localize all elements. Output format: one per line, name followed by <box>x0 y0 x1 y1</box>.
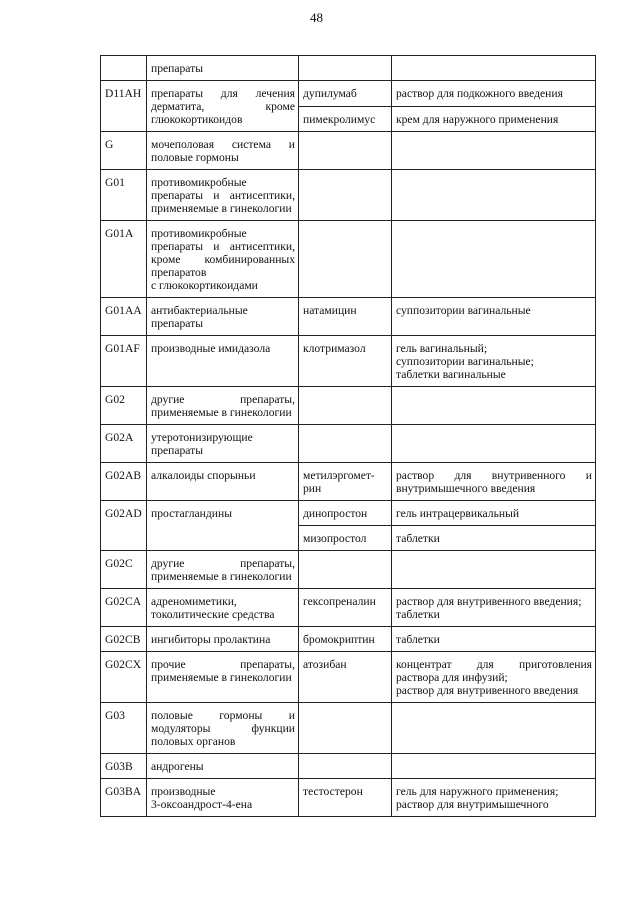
atc-code-cell: G02 <box>101 387 147 425</box>
atc-code-cell: G02C <box>101 551 147 589</box>
dosage-form-cell: гель для наружного применения; раствор для внутримышечного <box>392 779 596 817</box>
anatomical-therapeutic-group-cell: прочие препараты, применяемые в гинекологии <box>147 652 299 703</box>
dosage-form-cell: раствор для внутривенного и внутримышечного введения <box>392 463 596 501</box>
drug-name-cell: дупилумаб <box>299 81 392 107</box>
atc-code-cell: G01 <box>101 170 147 221</box>
dosage-form-cell <box>392 551 596 589</box>
atc-code-cell: G01AA <box>101 298 147 336</box>
table-row <box>101 132 596 170</box>
atc-code-cell: D11AH <box>101 81 147 132</box>
drug-name-cell: пимекролимус <box>299 106 392 132</box>
drug-name-cell <box>299 387 392 425</box>
anatomical-therapeutic-group-cell: противомикробные препараты и антисептики, применяемые в гинекологии <box>147 170 299 221</box>
anatomical-therapeutic-group-cell: половые гормоны и модуляторы функции половых органов <box>147 703 299 754</box>
table-row <box>101 627 596 652</box>
table-row <box>101 170 596 221</box>
dosage-form-cell: раствор для внутривенного введения; таблетки <box>392 589 596 627</box>
anatomical-therapeutic-group-cell: производные имидазола <box>147 336 299 387</box>
anatomical-therapeutic-group-cell: простагландины <box>147 501 299 551</box>
anatomical-therapeutic-group-cell: мочеполовая система и половые гормоны <box>147 132 299 170</box>
atc-code-cell: G02AD <box>101 501 147 551</box>
atc-code-cell: G01AF <box>101 336 147 387</box>
table-row <box>101 589 596 627</box>
atc-code-cell: G02CX <box>101 652 147 703</box>
dosage-form-cell <box>392 132 596 170</box>
anatomical-therapeutic-group-cell: другие препараты, применяемые в гинекологии <box>147 387 299 425</box>
table-row <box>101 779 596 817</box>
drug-name-cell: метилэргомет- рин <box>299 463 392 501</box>
dosage-form-cell <box>392 221 596 298</box>
anatomical-therapeutic-group-cell: препараты для лечения дерматита, кроме глюкокортикоидов <box>147 81 299 132</box>
atc-code-cell: G <box>101 132 147 170</box>
table-row <box>101 551 596 589</box>
drug-name-cell <box>299 170 392 221</box>
drug-name-cell: динопростон <box>299 501 392 526</box>
dosage-form-cell <box>392 703 596 754</box>
table-row <box>101 221 596 298</box>
anatomical-therapeutic-group-cell: утеротонизирующие препараты <box>147 425 299 463</box>
dosage-form-cell: гель вагинальный; суппозитории вагинальные; таблетки вагинальные <box>392 336 596 387</box>
atc-code-cell: G02AB <box>101 463 147 501</box>
table-row <box>101 81 596 107</box>
atc-code-cell: G03BA <box>101 779 147 817</box>
drug-name-cell <box>299 703 392 754</box>
dosage-form-cell: крем для наружного применения <box>392 106 596 132</box>
atc-code-cell: G01A <box>101 221 147 298</box>
drug-name-cell <box>299 425 392 463</box>
dosage-form-cell: концентрат для приготовления раствора для инфузий; раствор для внутривенного введения <box>392 652 596 703</box>
dosage-form-cell: раствор для подкожного введения <box>392 81 596 107</box>
table-row <box>101 652 596 703</box>
anatomical-therapeutic-group-cell: антибактериальные препараты <box>147 298 299 336</box>
table-row <box>101 425 596 463</box>
dosage-form-cell <box>392 170 596 221</box>
atc-code-cell: G03B <box>101 754 147 779</box>
dosage-form-cell <box>392 425 596 463</box>
atc-code-cell: G02A <box>101 425 147 463</box>
anatomical-therapeutic-group-cell: другие препараты, применяемые в гинекологии <box>147 551 299 589</box>
drug-name-cell: мизопростол <box>299 526 392 551</box>
dosage-form-cell <box>392 56 596 81</box>
drug-name-cell <box>299 56 392 81</box>
dosage-form-cell: суппозитории вагинальные <box>392 298 596 336</box>
drug-name-cell: гексопреналин <box>299 589 392 627</box>
atc-code-cell: G03 <box>101 703 147 754</box>
drug-name-cell <box>299 754 392 779</box>
atc-code-cell: G02CB <box>101 627 147 652</box>
drug-name-cell: клотримазол <box>299 336 392 387</box>
drug-name-cell: бромокриптин <box>299 627 392 652</box>
anatomical-therapeutic-group-cell: противомикробные препараты и антисептики, кроме комбинированных препаратов с глюкокортикоидами <box>147 221 299 298</box>
drug-name-cell <box>299 551 392 589</box>
drug-name-cell: натамицин <box>299 298 392 336</box>
anatomical-therapeutic-group-cell: адреномиметики, токолитические средства <box>147 589 299 627</box>
table-row <box>101 298 596 336</box>
table-row <box>101 703 596 754</box>
drug-name-cell: атозибан <box>299 652 392 703</box>
anatomical-therapeutic-group-cell: производные 3-оксоандрост-4-ена <box>147 779 299 817</box>
anatomical-therapeutic-group-cell: препараты <box>147 56 299 81</box>
table-row <box>101 387 596 425</box>
table-row <box>101 754 596 779</box>
table-row <box>101 463 596 501</box>
dosage-form-cell <box>392 754 596 779</box>
anatomical-therapeutic-group-cell: алкалоиды спорыньи <box>147 463 299 501</box>
anatomical-therapeutic-group-cell: андрогены <box>147 754 299 779</box>
drug-name-cell <box>299 132 392 170</box>
atc-code-cell: G02CA <box>101 589 147 627</box>
drug-name-cell <box>299 221 392 298</box>
page-number: 48 <box>310 10 323 25</box>
dosage-form-cell <box>392 387 596 425</box>
table-row <box>101 56 596 81</box>
atc-code-cell <box>101 56 147 81</box>
drug-classification-table <box>100 55 596 817</box>
dosage-form-cell: таблетки <box>392 627 596 652</box>
anatomical-therapeutic-group-cell: ингибиторы пролактина <box>147 627 299 652</box>
dosage-form-cell: таблетки <box>392 526 596 551</box>
dosage-form-cell: гель интрацервикальный <box>392 501 596 526</box>
table-body <box>101 56 596 817</box>
table-row <box>101 336 596 387</box>
table-row <box>101 501 596 526</box>
drug-name-cell: тестостерон <box>299 779 392 817</box>
